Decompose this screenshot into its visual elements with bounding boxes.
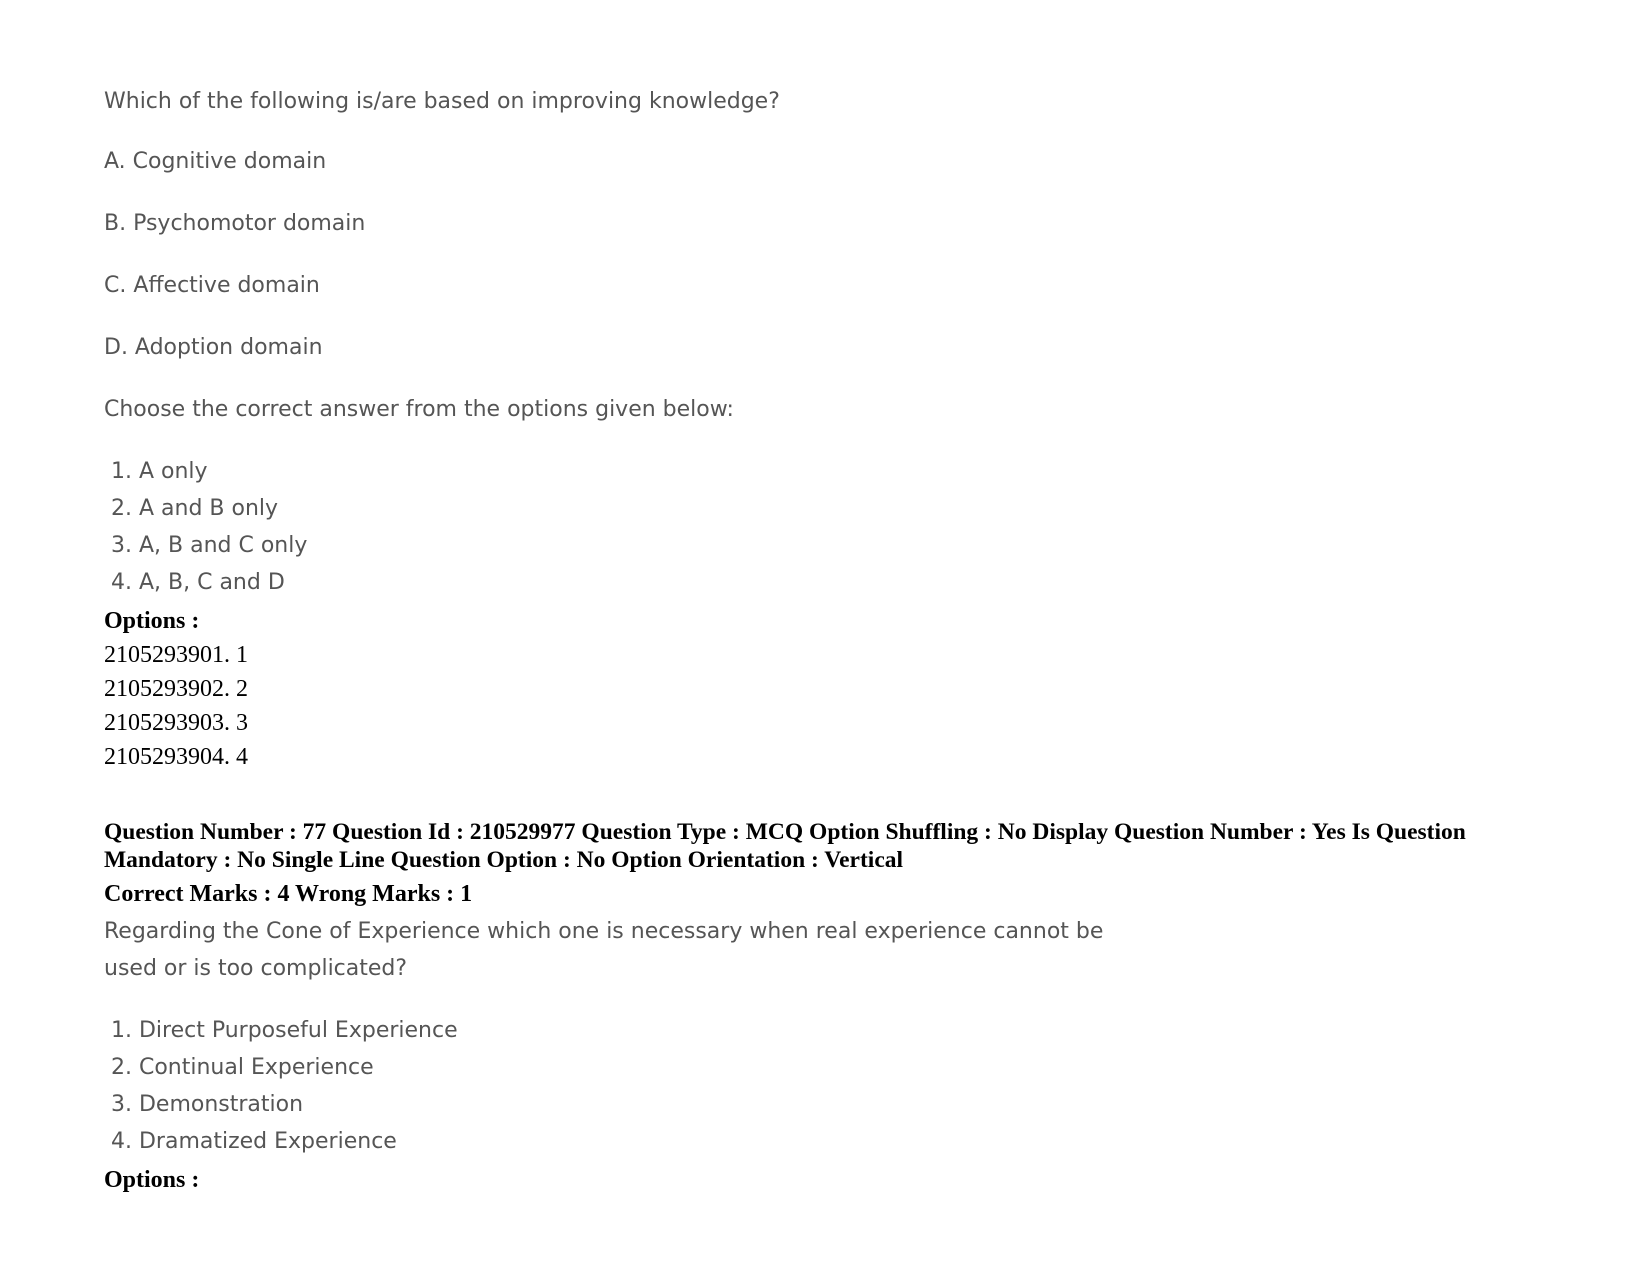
question-stem-line-1: Regarding the Cone of Experience which one is necessary when real experience cannot be xyxy=(104,919,1104,944)
options-label: Options : xyxy=(104,1167,200,1193)
question-stem: Which of the following is/are based on improving knowledge? xyxy=(104,89,780,114)
choice-1: 1. Direct Purposeful Experience xyxy=(111,1018,458,1043)
choice-3: 3. Demonstration xyxy=(111,1092,304,1117)
option-id-3: 2105293903. 3 xyxy=(104,710,248,736)
question-stem-line-2: used or is too complicated? xyxy=(104,956,408,981)
marks-line: Correct Marks : 4 Wrong Marks : 1 xyxy=(104,881,473,907)
choice-4: 4. Dramatized Experience xyxy=(111,1129,397,1154)
choice-3: 3. A, B and C only xyxy=(111,533,308,558)
statement-b: B. Psychomotor domain xyxy=(104,211,366,236)
choice-2: 2. Continual Experience xyxy=(111,1055,374,1080)
option-id-2: 2105293902. 2 xyxy=(104,676,248,702)
statement-d: D. Adoption domain xyxy=(104,335,323,360)
statement-a: A. Cognitive domain xyxy=(104,149,327,174)
question-meta-line-2: Mandatory : No Single Line Question Option : No Option Orientation : Vertical xyxy=(104,847,904,873)
option-id-1: 2105293901. 1 xyxy=(104,642,248,668)
choice-2: 2. A and B only xyxy=(111,496,279,521)
choice-1: 1. A only xyxy=(111,459,208,484)
statement-c: C. Affective domain xyxy=(104,273,320,298)
instruction-text: Choose the correct answer from the options given below: xyxy=(104,397,734,422)
question-meta-line-1: Question Number : 77 Question Id : 210529977 Question Type : MCQ Option Shuffling : No Display Question Number : Yes Is Question xyxy=(104,819,1466,845)
option-id-4: 2105293904. 4 xyxy=(104,744,248,770)
options-label: Options : xyxy=(104,608,200,634)
choice-4: 4. A, B, C and D xyxy=(111,570,285,595)
